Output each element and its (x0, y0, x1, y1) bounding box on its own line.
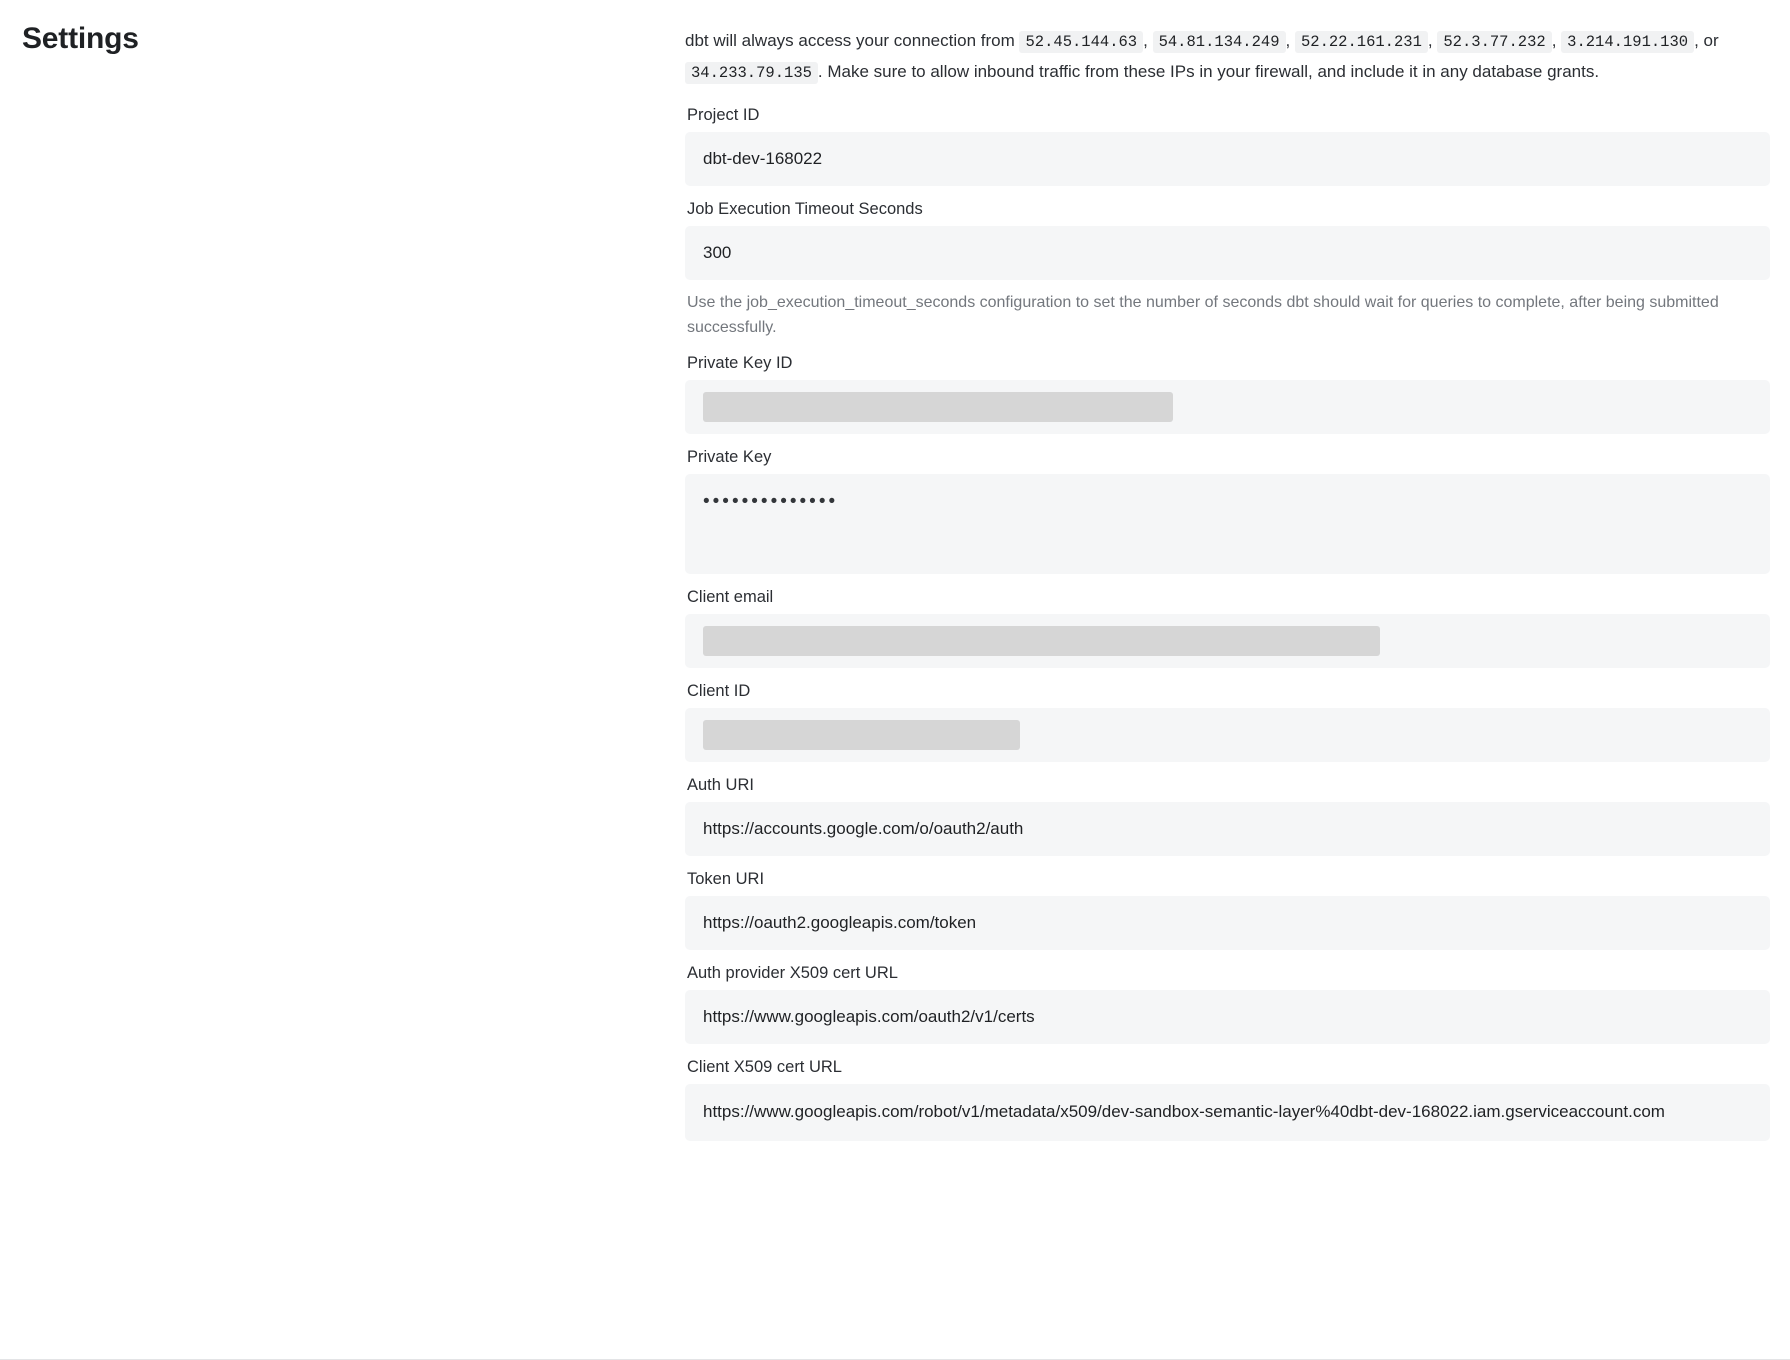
redacted-value-bar (703, 392, 1173, 422)
intro-comma-2: , (1285, 31, 1291, 50)
auth-provider-x509-cert-url-label: Auth provider X509 cert URL (687, 964, 898, 982)
field-job-execution-timeout (685, 200, 1770, 340)
auth-uri-label: Auth URI (687, 776, 754, 794)
redacted-value-bar (703, 720, 1020, 750)
intro-comma-1: , (1143, 31, 1148, 50)
field-auth-provider-x509-cert-url (685, 964, 1770, 1044)
token-uri-label: Token URI (687, 870, 765, 888)
ip-address-5: 3.214.191.130 (1561, 31, 1694, 53)
ip-address-2: 54.81.134.249 (1153, 31, 1286, 53)
client-id-input[interactable] (685, 708, 1770, 762)
intro-suffix: . Make sure to allow inbound traffic from these IPs in your firewall, and include it in any database grants. (817, 62, 1600, 81)
auth-uri-input[interactable]: https://accounts.google.com/o/oauth2/auth (685, 802, 1770, 856)
field-token-uri (685, 870, 1770, 950)
private-key-masked-value: •••••••••••••• (703, 491, 839, 512)
client-email-input[interactable] (685, 614, 1770, 668)
client-x509-cert-url-input[interactable]: https://www.googleapis.com/robot/v1/metadata/x509/dev-sandbox-semantic-layer%40dbt-dev-168022.iam.gserviceaccount.com (685, 1084, 1770, 1141)
ip-address-1: 52.45.144.63 (1019, 31, 1143, 53)
intro-prefix: dbt will always access your connection from (685, 31, 1015, 50)
page-title: Settings (22, 22, 139, 55)
client-x509-cert-url-label: Client X509 cert URL (687, 1058, 842, 1076)
field-private-key (685, 448, 1770, 574)
intro-comma-3: , (1427, 31, 1433, 50)
token-uri-input[interactable]: https://oauth2.googleapis.com/token (685, 896, 1770, 950)
settings-form-column (685, 26, 1770, 1155)
field-project-id (685, 106, 1770, 186)
intro-or: , or (1694, 31, 1719, 50)
private-key-input[interactable] (685, 474, 1770, 574)
job-execution-timeout-helper-text: Use the job_execution_timeout_seconds configuration to set the number of seconds dbt should wait for queries to complete, after being submitted successfully. (687, 294, 1719, 336)
private-key-id-input[interactable] (685, 380, 1770, 434)
settings-left-column (0, 0, 660, 56)
auth-provider-x509-cert-url-input[interactable]: https://www.googleapis.com/oauth2/v1/certs (685, 990, 1770, 1044)
ip-address-4: 52.3.77.232 (1437, 31, 1551, 53)
private-key-label: Private Key (687, 448, 772, 466)
field-auth-uri (685, 776, 1770, 856)
field-client-id (685, 682, 1770, 762)
connection-ip-notice (685, 26, 1760, 88)
client-id-label: Client ID (687, 682, 751, 700)
ip-address-6: 34.233.79.135 (685, 62, 818, 84)
client-email-label: Client email (687, 588, 774, 606)
private-key-id-label: Private Key ID (687, 354, 793, 372)
ip-address-3: 52.22.161.231 (1295, 31, 1428, 53)
field-client-x509-cert-url (685, 1058, 1770, 1141)
field-private-key-id (685, 354, 1770, 434)
job-execution-timeout-label: Job Execution Timeout Seconds (687, 200, 923, 218)
project-id-input[interactable]: dbt-dev-168022 (685, 132, 1770, 186)
project-id-label: Project ID (687, 106, 760, 124)
field-client-email (685, 588, 1770, 668)
redacted-value-bar (703, 626, 1380, 656)
intro-comma-4: , (1551, 31, 1557, 50)
job-execution-timeout-input[interactable]: 300 (685, 226, 1770, 280)
